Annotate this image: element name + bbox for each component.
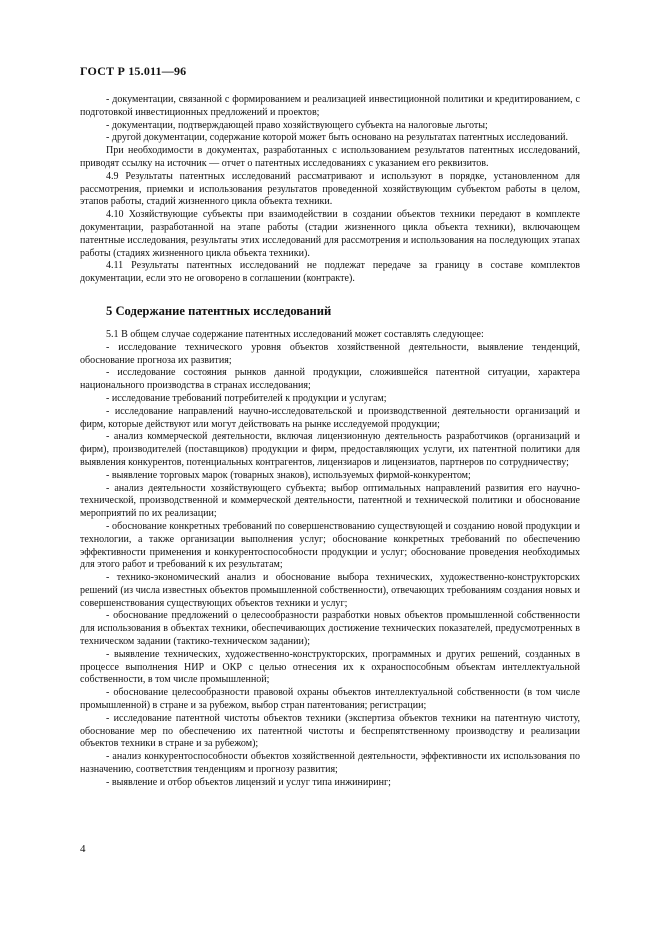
paragraph: - документации, подтверждающей право хозяйствующего субъекта на налоговые льготы; [106, 119, 488, 131]
list-item: - исследование технического уровня объектов хозяйственной деятельности, выявление тенденций, обоснование прогноза их развития; [80, 341, 580, 366]
list-item: - исследование состояния рынков данной продукции, сложившейся патентной ситуации, характера национального производства в странах исследования; [80, 367, 580, 392]
list-item: - обоснование конкретных требований по совершенствованию существующей и созданию новой продукции и технологии, а также организации выполнения услуг; обоснование конкретных требований по обеспечению эффективности применения и конкурентоспособности продукции и услуг; обоснование проведения необходимых для этого работ и требований к их результатам; [80, 520, 580, 571]
list-item: - выявление и отбор объектов лицензий и услуг типа инжиниринг; [106, 776, 391, 788]
list-item: - обоснование предложений о целесообразности разработки новых объектов промышленной собственности для использования в объектах техники, обеспечивающих достижение технических показателей, предусмотренных в техническом задании (тактико-техническом задании); [80, 610, 580, 648]
list-item: - анализ деятельности хозяйствующего субъекта; выбор оптимальных направлений развития его научно-технической, производственной и коммерческой деятельности, патентной и технической политики и обоснование мероприятий по их реализации; [80, 482, 580, 520]
document-body [80, 94, 580, 790]
paragraph: При необходимости в документах, разработанных с использованием результатов патентных исследований, приводят ссылку на источник — отчет о патентных исследованиях с указанием его реквизитов. [80, 145, 580, 169]
paragraph: 4.11 Результаты патентных исследований не подлежат передаче за границу в составе комплектов документации, если это не оговорено в соглашении (контракте). [80, 260, 580, 285]
paragraph: 5.1 В общем случае содержание патентных исследований может составлять следующее: [106, 328, 484, 340]
page-number: 4 [80, 843, 86, 855]
list-item: - исследование патентной чистоты объектов техники (экспертиза объектов техники на патентную чистоту, обоснование мер по обеспечению их патентной чистоты и беспрепятственному производству и реализации объектов техники в стране и за рубежом); [80, 712, 580, 750]
list-item: - анализ коммерческой деятельности, включая лицензионную деятельность разработчиков (организаций и фирм), производителей (поставщиков) продукции и фирм, предоставляющих услуги, их патентной политики для выявления конкурентов, потенциальных контрагентов, лицензиаров и лицензиатов, партнеров по сотрудничеству; [80, 431, 580, 468]
list-item: - анализ конкурентоспособности объектов хозяйственной деятельности, эффективности их использования по назначению, соответствия тенденциям и прогнозу развития; [80, 751, 580, 776]
list-item: - технико-экономический анализ и обоснование выбора технических, художественно-конструкторских решений (из числа известных объектов промышленной собственности), отвечающих требованиям создания новых и совершенствования существующих объектов техники и услуг; [80, 572, 580, 609]
list-item: - выявление технических, художественно-конструкторских, программных и других решений, созданных в процессе выполнения НИР и ОКР с целью отнесения их к охраноспособным объектам интеллектуальной собственности, в том числе промышленной; [80, 648, 580, 686]
list-item: - выявление торговых марок (товарных знаков), используемых фирмой-конкурентом; [106, 469, 471, 481]
paragraph: 4.9 Результаты патентных исследований рассматривают и используют в порядке, установленном для рассмотрения, приемки и использования результатов проведенной хозяйствующим субъектом работы в целом, этапов работы, стадий жизненного цикла объекта техники. [80, 170, 580, 208]
list-item: - обоснование целесообразности правовой охраны объектов интеллектуальной собственности (в том числе промышленной) в стране и за рубежом, выбор стран патентования; регистрации; [80, 687, 580, 712]
paragraph: 4.10 Хозяйствующие субъекты при взаимодействии в создании объектов техники передают в комплекте документации, разработанной на этапе работы (стадии жизненного цикла объекта техники), включающем патентные исследования, результаты этих исследований для рассмотрения и использования на последующих этапах работы (стадиях жизненного цикла объекта техники). [80, 209, 580, 259]
list-item: - исследование требований потребителей к продукции и услугам; [106, 392, 387, 404]
section-title: 5 Содержание патентных исследований [106, 303, 332, 318]
list-item: - исследование направлений научно-исследовательской и производственной деятельности организаций и фирм, которые действуют или могут действовать на рынке исследуемой продукции; [80, 405, 580, 430]
paragraph: - документации, связанной с формированием и реализацией инвестиционной политики и кредитированием, с подготовкой инвестиционных предложений и проектов; [80, 94, 580, 118]
paragraph: - другой документации, содержание которой может быть основано на результатах патентных исследований. [106, 132, 568, 144]
document-header: ГОСТ Р 15.011—96 [80, 64, 187, 78]
